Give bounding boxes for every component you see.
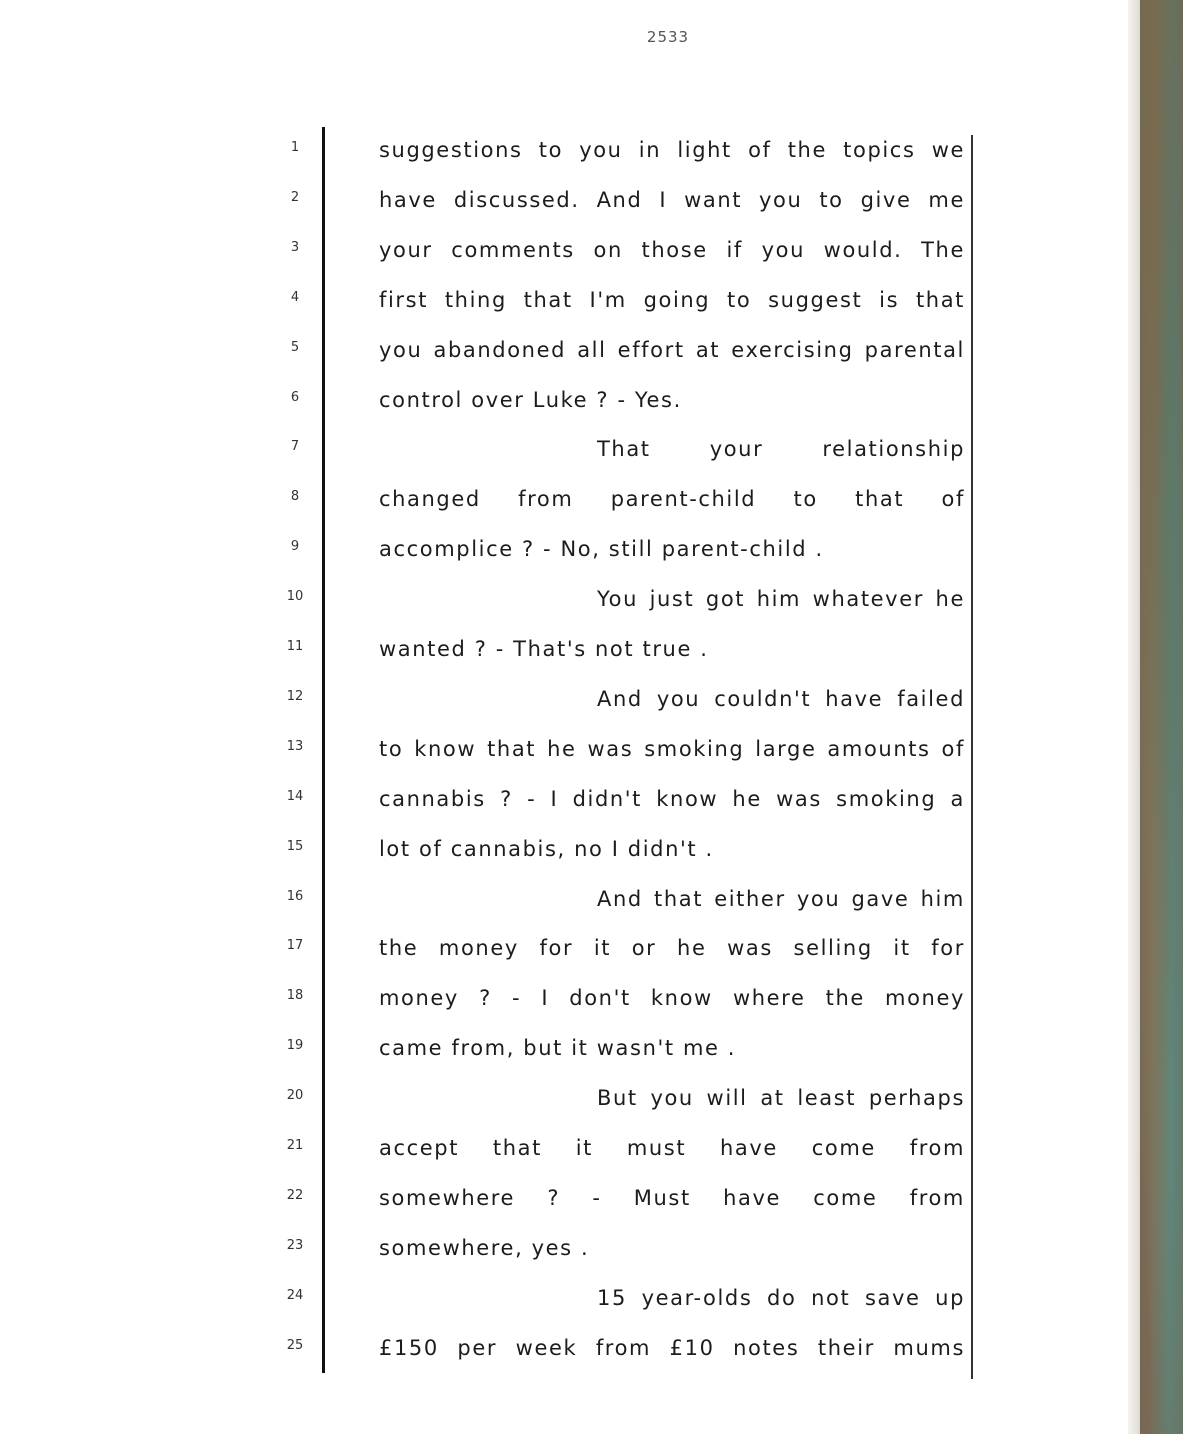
transcript-line — [0, 235, 1140, 265]
transcript-line — [0, 385, 1140, 415]
line-number: 25 — [286, 1337, 304, 1353]
line-number: 22 — [286, 1187, 304, 1203]
transcript-line — [0, 434, 1140, 464]
line-text: And you couldn't have failed — [597, 686, 965, 711]
transcript-line — [0, 1233, 1140, 1263]
line-text: somewhere ? - Must have come from — [379, 1185, 965, 1210]
line-text: lot of cannabis, no I didn't . — [379, 836, 714, 861]
line-number: 21 — [286, 1138, 304, 1153]
line-number: 17 — [286, 938, 304, 954]
line-text: came from, but it wasn't me . — [379, 1036, 737, 1061]
line-number: 7 — [290, 439, 300, 455]
transcript-line — [0, 484, 1140, 514]
transcript-line — [0, 534, 1140, 564]
line-number: 23 — [286, 1237, 304, 1253]
line-text: the money for it or he was selling it for — [379, 936, 965, 961]
transcript-line — [0, 1283, 1140, 1313]
line-number: 6 — [290, 389, 300, 405]
line-text: 15 year-olds do not save up — [597, 1285, 965, 1310]
transcript-line — [0, 784, 1140, 814]
line-text: £150 per week from £10 notes their mums — [379, 1335, 965, 1360]
line-number: 11 — [286, 639, 304, 654]
line-text: to know that he was smoking large amounts of — [379, 736, 965, 761]
line-text: That your relationship — [597, 437, 965, 462]
transcript-line — [0, 135, 1140, 165]
line-text: accomplice ? - No, still parent-child . — [379, 537, 824, 562]
line-number: 13 — [286, 738, 304, 754]
line-text: you abandoned all effort at exercising parental — [379, 337, 965, 362]
transcript-line — [0, 1183, 1140, 1213]
line-number: 8 — [290, 489, 300, 505]
line-number: 9 — [290, 539, 300, 555]
line-text: But you will at least perhaps — [597, 1086, 965, 1111]
line-text: You just got him whatever he — [597, 587, 965, 612]
fabric-backdrop — [1140, 0, 1183, 1434]
line-number: 15 — [286, 838, 304, 854]
line-number: 1 — [290, 140, 300, 155]
line-number: 3 — [290, 239, 300, 255]
transcript-line — [0, 584, 1140, 614]
transcript-line — [0, 734, 1140, 764]
line-number: 5 — [290, 339, 300, 355]
transcript-line — [0, 1133, 1140, 1163]
transcript-line — [0, 285, 1140, 315]
transcript-line — [0, 185, 1140, 215]
line-text: your comments on those if you would. The — [379, 237, 965, 262]
line-number: 24 — [286, 1287, 304, 1303]
line-text: changed from parent-child to that of — [379, 487, 965, 512]
line-text: have discussed. And I want you to give me — [379, 187, 965, 212]
transcript-line — [0, 1083, 1140, 1113]
line-text: money ? - I don't know where the money — [379, 986, 965, 1011]
page-number: 2533 — [646, 28, 690, 46]
line-text: And that either you gave him — [597, 886, 965, 911]
line-text: cannabis ? - I didn't know he was smoking a — [379, 786, 965, 811]
line-text: accept that it must have come from — [379, 1136, 965, 1160]
line-number: 12 — [286, 688, 304, 704]
transcript-line — [0, 684, 1140, 714]
transcript-line — [0, 933, 1140, 963]
line-text: suggestions to you in light of the topics we — [379, 138, 965, 162]
transcript-line — [0, 1333, 1140, 1363]
line-text: somewhere, yes . — [379, 1235, 590, 1260]
transcript-line — [0, 834, 1140, 864]
line-number: 10 — [286, 589, 304, 605]
line-number: 14 — [286, 788, 304, 804]
transcript-line — [0, 335, 1140, 365]
transcript-line — [0, 634, 1140, 664]
transcript-line — [0, 884, 1140, 914]
line-number: 16 — [286, 888, 304, 904]
transcript-line — [0, 1033, 1140, 1063]
line-text: control over Luke ? - Yes. — [379, 387, 682, 412]
line-number: 19 — [286, 1038, 304, 1054]
line-number: 4 — [290, 289, 300, 305]
line-number: 20 — [286, 1088, 304, 1104]
line-number: 18 — [286, 988, 304, 1004]
line-number: 2 — [290, 189, 300, 205]
transcript-line — [0, 983, 1140, 1013]
line-text: first thing that I'm going to suggest is that — [379, 287, 965, 312]
line-text: wanted ? - That's not true . — [379, 637, 709, 661]
